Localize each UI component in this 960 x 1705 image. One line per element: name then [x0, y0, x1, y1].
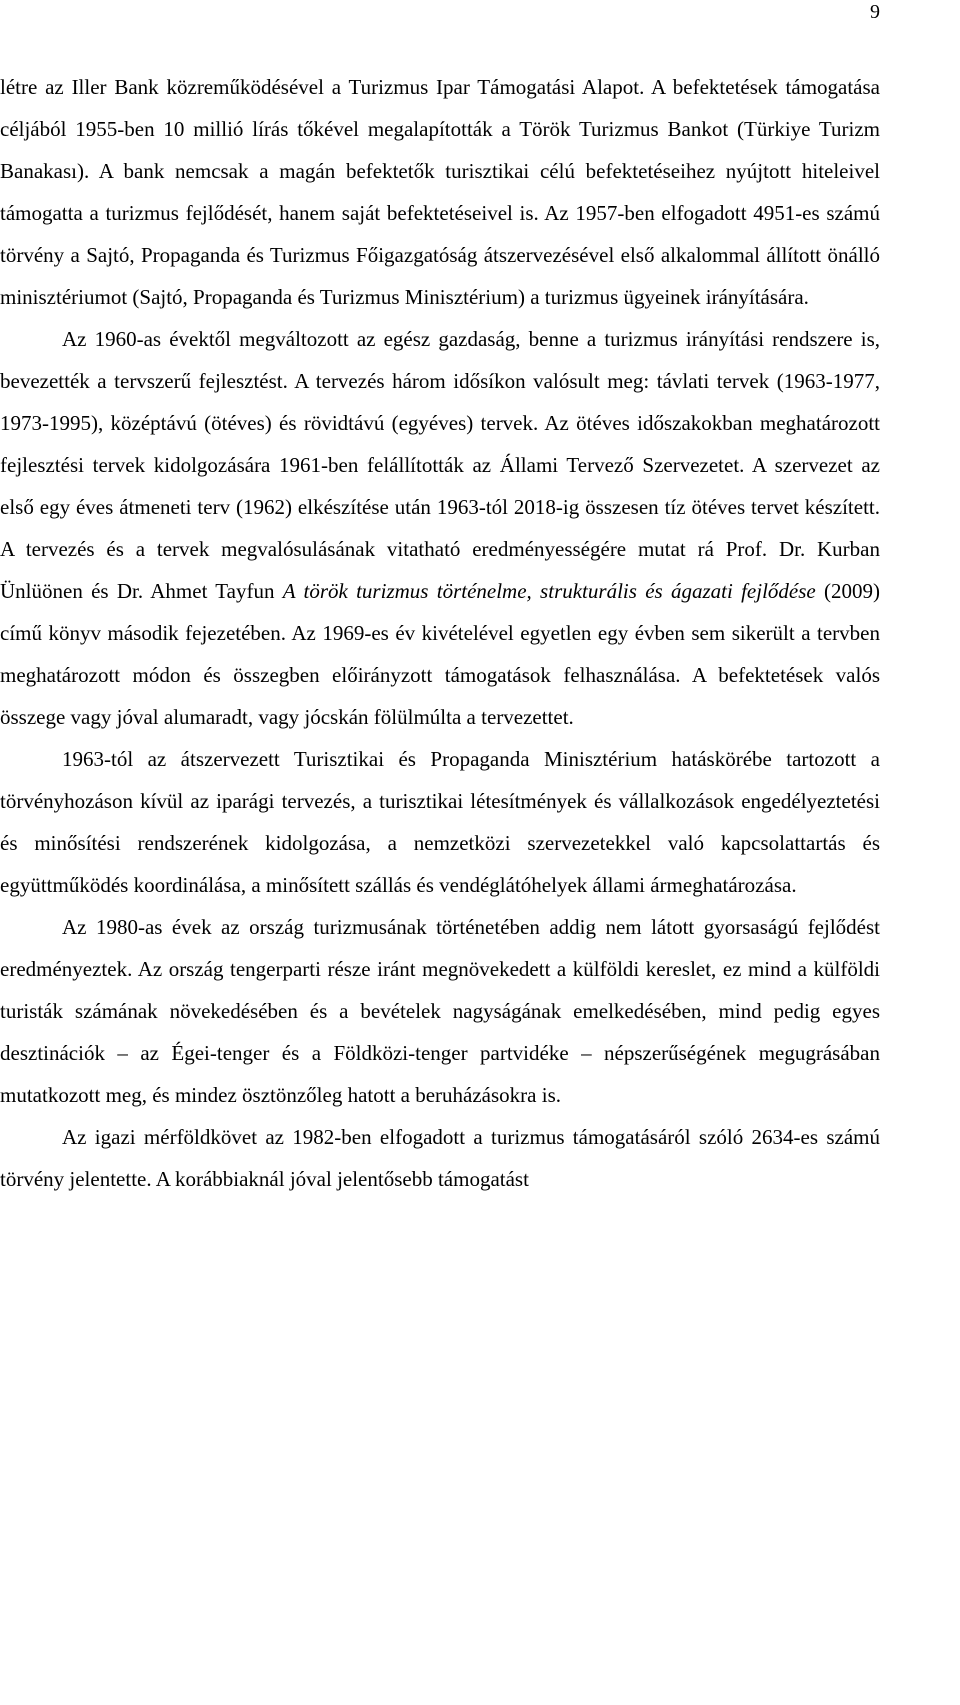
page-number: 9	[870, 1, 880, 23]
paragraph-2-text-after: (2009) című könyv második fejezetében. Az 1969-es év kivételével egyetlen egy évben sem sikerült a tervben meghatározott módon és összegben előirányzott támogatások felhasználása. A befektetések valós összege vagy jóval alumaradt, vagy jócskán fölülmúlta a tervezettet.	[0, 579, 880, 729]
paragraph-4: Az 1980-as évek az ország turizmusának történetében addig nem látott gyorsaságú fejlődést eredményeztek. Az ország tengerparti része iránt megnövekedett a külföldi kereslet, ez mind a külföldi turisták számának növekedésében és a bevételek nagyságának emelkedésében, mind pedig egyes desztinációk – az Égei-tenger és a Földközi-tenger partvidéke – népszerűségének megugrásában mutatkozott meg, és mindez ösztönzőleg hatott a beruházásokra is.	[0, 915, 880, 1107]
paragraph-3: 1963-tól az átszervezett Turisztikai és Propaganda Minisztérium hatáskörébe tartozott a törvényhozáson kívül az iparági tervezés, a turisztikai létesítmények és vállalkozások engedélyeztetési és minősítési rendszerének kidolgozása, a nemzetközi szervezetekkel való kapcsolattartás és együttműködés koordinálása, a minősített szállás és vendéglátóhelyek állami ármeghatározása.	[0, 747, 880, 897]
paragraph-1: létre az Iller Bank közreműködésével a Turizmus Ipar Támogatási Alapot. A befektetések támogatása céljából 1955-ben 10 millió lírás tőkével megalapították a Török Turizmus Bankot (Türkiye Turizm Banakası). A bank nemcsak a magán befektetők turisztikai célú befektetéseihez nyújtott hiteleivel támogatta a turizmus fejlődését, hanem saját befektetéseivel is. Az 1957-ben elfogadott 4951-es számú törvény a Sajtó, Propaganda és Turizmus Főigazgatóság átszervezésével első alkalommal állított önálló minisztériumot (Sajtó, Propaganda és Turizmus Minisztérium) a turizmus ügyeinek irányítására.	[0, 75, 880, 309]
paragraph-2-text-before: Az 1960-as évektől megváltozott az egész gazdaság, benne a turizmus irányítási rendszere is, bevezették a tervszerű fejlesztést. A tervezés három idősíkon valósult meg: távlati tervek (1963-1977, 1973-1995), középtávú (ötéves) és rövidtávú (egyéves) tervek. Az ötéves időszakokban meghatározott fejlesztési tervek kidolgozására 1961-ben felállították az Állami Tervező Szervezetet. A szervezet az első egy éves átmeneti terv (1962) elkészítése után 1963-tól 2018-ig összesen tíz ötéves tervet készített. A tervezés és a tervek megvalósulásának vitatható eredményességére mutat rá Prof. Dr. Kurban Ünlüönen és Dr. Ahmet Tayfun	[0, 327, 880, 603]
document-body	[0, 66, 880, 1200]
paragraph-2	[0, 318, 880, 738]
book-title: A török turizmus történelme, strukturális és ágazati fejlődése	[282, 579, 816, 603]
paragraph-5: Az igazi mérföldkövet az 1982-ben elfogadott a turizmus támogatásáról szóló 2634-es számú törvény jelentette. A korábbiaknál jóval jelentősebb támogatást	[0, 1125, 880, 1191]
